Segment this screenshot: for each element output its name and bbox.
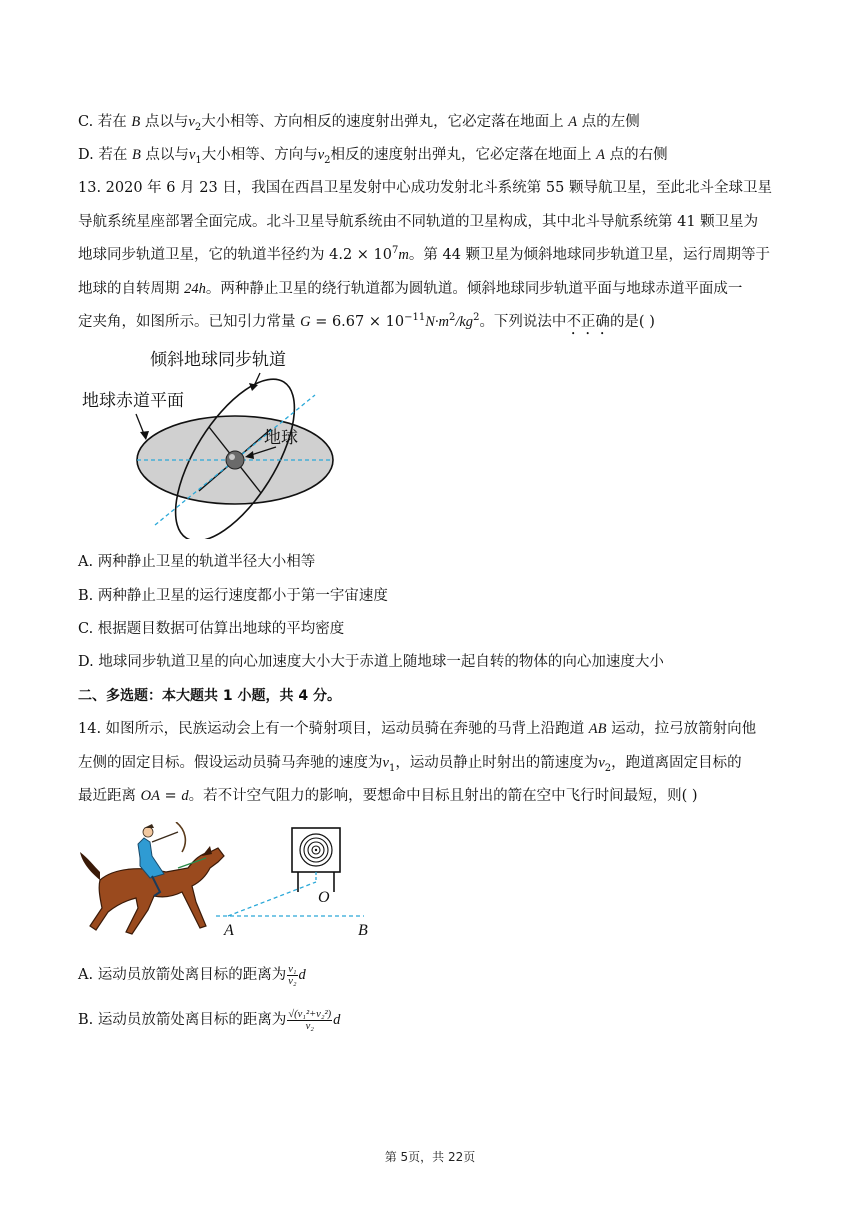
label-o: O [318, 889, 330, 906]
label-inclined-orbit: 倾斜地球同步轨道 [150, 350, 286, 370]
label-a: A [224, 922, 234, 939]
page-footer: 第 5页，共 22页 [384, 1150, 476, 1164]
q13-option-a: A. 两种静止卫星的轨道半径大小相等 [78, 554, 316, 570]
q13-option-c: C. 根据题目数据可估算出地球的平均密度 [78, 621, 345, 637]
archery-diagram [78, 822, 378, 944]
q13-line-2: 导航系统星座部署全面完成。北斗卫星导航系统由不同轨道的卫星构成，其中北斗导航系统第 41 颗卫星为 [78, 214, 759, 230]
q14-line-3: 最近距离 OA = d。若不计空气阻力的影响，要想命中目标且射出的箭在空中飞行时间最短，则( ) [78, 788, 698, 804]
arrow-path-dashed [228, 882, 316, 916]
label-earth: 地球 [264, 428, 298, 448]
horse-rider-illustration [80, 822, 224, 934]
arrow-inclined-orbit [254, 373, 260, 386]
q13-option-d: D. 地球同步轨道卫星的向心加速度大小大于赤道上随地球一起自转的物体的向心加速度大小 [78, 654, 664, 670]
orbit-diagram [78, 343, 348, 539]
fraction-v1-v2: $\frac{\text{v₁}}{\text{v₂}}$ [288, 963, 297, 987]
label-b: B [358, 922, 368, 939]
q13-line-3: 地球同步轨道卫星，它的轨道半径约为 $4.2 \times 10^7m$。第 44 颗卫星为倾斜地球同步轨道卫星，运行周期等于 [78, 245, 771, 263]
q12-option-c: C. 若在 B 点以与$v_2$大小相等、方向相反的速度射出弹丸，它必定落在地面上 A 点的左侧 [78, 114, 640, 133]
fraction-sqrt-v2: $\frac{\text{√(v₁²+v₂²)}}{\text{v₂}}$ [288, 1008, 332, 1032]
q14-option-a: A. 运动员放箭处离目标的距离为 $\frac{\text{v₁}}{\text{v₂}}$ d [78, 963, 306, 987]
q12-option-d: D. 若在 B 点以与$v_1$大小相等、方向与$v_2$相反的速度射出弹丸，它必定落在地面上 A 点的右侧 [78, 147, 668, 166]
q14-option-b: B. 运动员放箭处离目标的距离为 $\frac{\text{√(v₁²+v₂²)}}{\text{v₂}}$ d [78, 1008, 341, 1032]
earth-sphere [226, 451, 244, 469]
arrow-equator-plane [136, 414, 144, 434]
label-equator-plane: 地球赤道平面 [82, 391, 184, 411]
q13-option-b: B. 两种静止卫星的运行速度都小于第一宇宙速度 [78, 588, 388, 604]
q14-line-1: 14. 如图所示，民族运动会上有一个骑射项目，运动员骑在奔驰的马背上沿跑道 AB 运动，拉弓放箭射向他 [78, 721, 757, 737]
section-heading: 二、多选题：本大题共 1 小题，共 4 分。 [78, 688, 341, 704]
q13-line-4: 地球的自转周期 24h。两种静止卫星的绕行轨道都为圆轨道。倾斜地球同步轨道平面与地球赤道平面成一 [78, 281, 743, 297]
q14-line-2: 左侧的固定目标。假设运动员骑马奔驰的速度为$v_1$，运动员静止时射出的箭速度为$v_2$，跑道离固定目标的 [78, 755, 742, 774]
q13-line-1: 13. 2020 年 6 月 23 日，我国在西昌卫星发射中心成功发射北斗系统第 55 颗导航卫星，至此北斗全球卫星 [78, 180, 772, 196]
q13-line-5: 定夹角，如图所示。已知引力常量 $G = 6.67 \times 10^{-11}N\cdot m^2/kg^2$。下列说法中不正确的是( ) [78, 312, 655, 330]
